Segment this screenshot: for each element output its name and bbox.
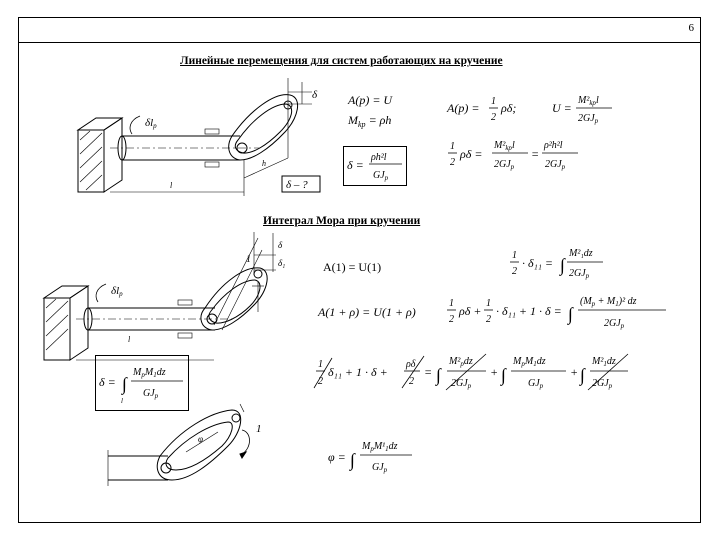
eq-int3-i3-num: $M^2_1dz$ xyxy=(592,356,616,368)
eq-int3-int2: ∫ xyxy=(501,365,506,385)
figure-1 xyxy=(78,78,312,196)
fig1-moment-label: δlp xyxy=(145,117,157,130)
fig2-moment-label: δlp xyxy=(111,285,123,298)
fig1-delta-question: δ – ? xyxy=(286,179,308,191)
eq-bal-f2-den: $2GJ_p$ xyxy=(545,159,566,171)
eq-int3-c2-den: 2 xyxy=(409,376,414,387)
eq-A-coef-num: 1 xyxy=(491,96,496,107)
eq-int2-t2: · δ₁₁ + 1 · δ = xyxy=(496,304,562,318)
eq-int3-i3-den: $2GJ_p$ xyxy=(592,378,613,390)
eq-bal-eq2: = xyxy=(531,147,540,161)
eq-int2-den: $2GJ_p$ xyxy=(604,318,625,330)
eq-int3-c1-den: 2 xyxy=(318,376,323,387)
fig3-one-label: 1 xyxy=(256,423,262,435)
eq2-delta-lhs: δ = xyxy=(99,375,116,389)
fig2-delta-label: δ xyxy=(278,240,283,250)
eq-int3-eq: = xyxy=(424,365,433,379)
eq2-delta-integral: ∫ xyxy=(122,374,127,394)
eq-int3-plus1: + xyxy=(490,365,499,379)
fig2-one-label: 1 xyxy=(246,254,251,265)
eq-int3-t1: δ₁₁ + 1 · δ + xyxy=(328,365,388,379)
eq-int3-int3: ∫ xyxy=(580,365,585,385)
eq-U-den: $2GJ_p$ xyxy=(578,113,599,125)
fig3-phi-label: φ xyxy=(198,434,203,444)
eq-phi-integral: ∫ xyxy=(350,450,355,470)
eq-int1-integral: ∫ xyxy=(560,255,565,275)
eq-int3-plus2: + xyxy=(570,365,579,379)
eq-int2-integral: ∫ xyxy=(568,304,573,324)
eq-A-rest: ρδ; xyxy=(501,101,517,115)
eq-A1p: A(1 + ρ) = U(1 + ρ) xyxy=(318,305,416,319)
eq2-delta-lower: l xyxy=(121,397,123,405)
eq-int3-i1-num: $M^2_pdz$ xyxy=(449,356,473,368)
eq-phi-den: $GJ_p$ xyxy=(372,462,388,474)
eq-int3-i1-den: $2GJ_p$ xyxy=(451,378,472,390)
eq-int1-num: M²₁dz xyxy=(569,248,593,259)
eq-int2-c2-den: 2 xyxy=(486,314,491,325)
eq-int3-c1-num: 1 xyxy=(318,359,323,370)
eq-int2-t1: ρδ + xyxy=(459,304,482,318)
eq-phi-num: $M_pM^1_1dz$ xyxy=(362,441,398,453)
eq-U-lhs: U = xyxy=(552,101,572,115)
eq-bal-coef-den: 2 xyxy=(450,157,455,168)
eq-int3-c2-num: ρδ xyxy=(406,359,416,370)
eq2-delta-num: $M_pM_1dz$ xyxy=(133,367,166,379)
fig2-delta1-label: δ₁ xyxy=(278,258,286,268)
section2-title: Интеграл Мора при кручении xyxy=(263,215,421,227)
eq-bal-f2-num: ρ²h²l xyxy=(544,140,563,151)
eq-int3-int1: ∫ xyxy=(436,365,441,385)
eq-A-p: A(p) = U xyxy=(348,93,393,107)
eq-A1: A(1) = U(1) xyxy=(323,260,382,274)
figure-2 xyxy=(44,232,276,360)
eq-int2-num: $(M_p + M_1)^2$ dz xyxy=(580,296,637,308)
eq1-delta-lhs: δ = xyxy=(347,158,364,172)
eq2-delta-den: $GJ_p$ xyxy=(143,388,159,400)
eq-A-lhs: A(p) = xyxy=(447,101,480,115)
eq-phi-lhs: φ = xyxy=(328,450,346,464)
eq-int1-lhs: · δ₁₁ = xyxy=(522,256,554,270)
eq-Mkp: $M_{kp} = \rho h$ xyxy=(348,113,392,129)
fig1-l-label: l xyxy=(170,181,173,190)
page-number: 6 xyxy=(688,22,694,34)
section1-title: Линейные перемещения для систем работающих на кручение xyxy=(180,55,503,67)
figure-3 xyxy=(108,404,250,486)
fig1-h-label: h xyxy=(262,159,266,168)
eq-bal-lhs: ρδ = xyxy=(460,147,483,161)
eq-int1-coef-den: 2 xyxy=(512,266,517,277)
eq-int1-coef-num: 1 xyxy=(512,250,517,261)
eq-int1-den: $2GJ_p$ xyxy=(569,268,590,280)
fig1-delta-label: δ xyxy=(312,89,318,101)
eq-bal-f1-num: $M^2_{kp}l$ xyxy=(494,140,515,152)
eq-A-coef-den: 2 xyxy=(491,112,496,123)
eq-bal-coef-num: 1 xyxy=(450,141,455,152)
eq-int2-c2-num: 1 xyxy=(486,298,491,309)
eq1-delta-num: ρh²l xyxy=(371,152,387,163)
eq-int3-i2-num: $M_pM_1dz$ xyxy=(513,356,546,368)
eq-int2-c1-num: 1 xyxy=(449,298,454,309)
eq-U-num: $M^2_{kp}l$ xyxy=(578,95,599,107)
fig2-l-label: l xyxy=(128,335,131,344)
eq-int2-c1-den: 2 xyxy=(449,314,454,325)
eq-bal-f1-den: $2GJ_p$ xyxy=(494,159,515,171)
eq-int3-i2-den: $GJ_p$ xyxy=(528,378,544,390)
eq1-delta-den: $GJ_p$ xyxy=(373,170,389,182)
